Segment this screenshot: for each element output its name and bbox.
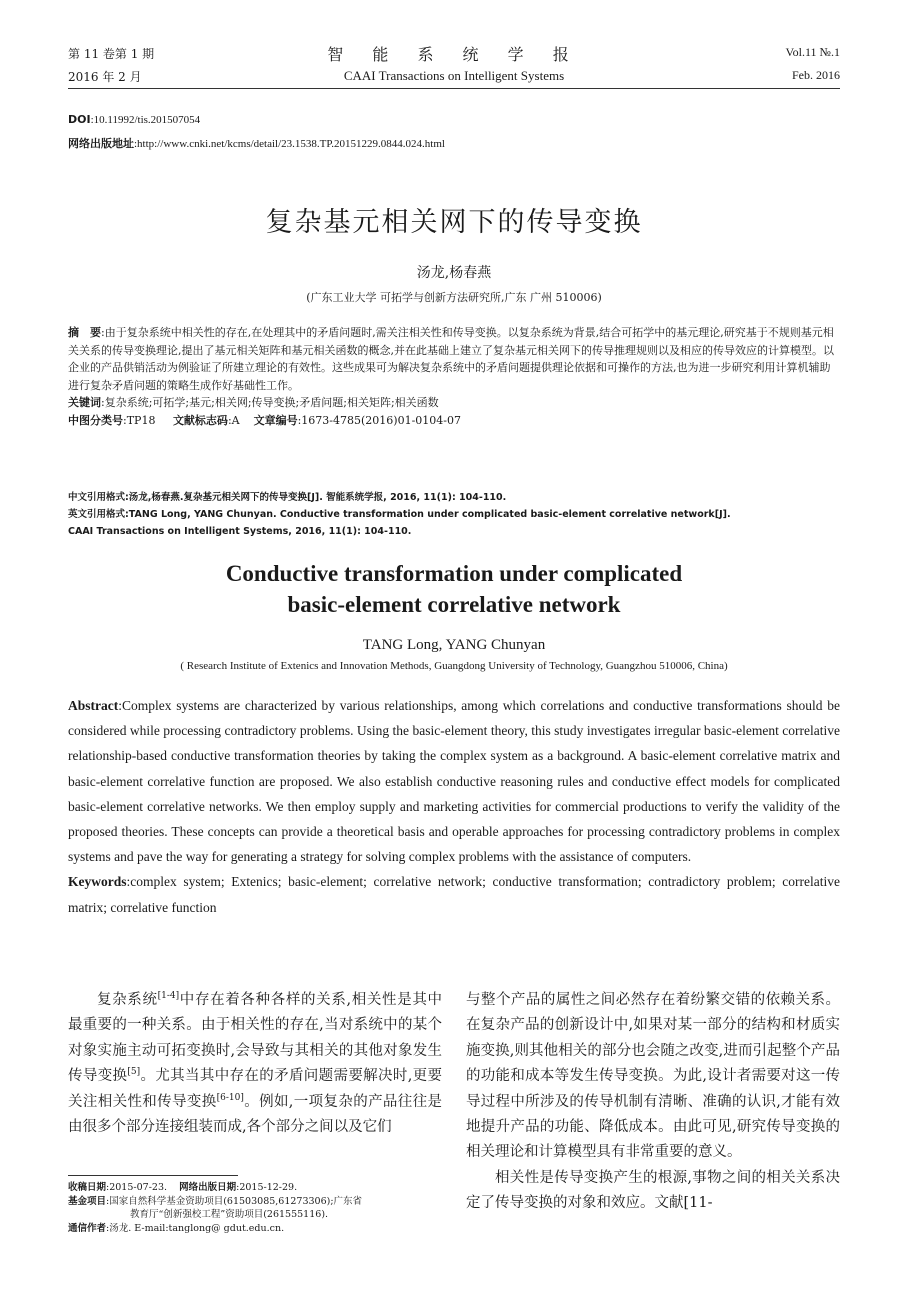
- english-affiliation: ( Research Institute of Extenics and Innovation Methods, Guangdong University of Technology, Guangzhou 510006, China): [180, 660, 728, 672]
- class-number-label: 中图分类号: [68, 413, 123, 427]
- body-left-column: [68, 988, 442, 1140]
- article-number-label: 文章编号: [253, 413, 298, 427]
- journal-page: [68, 0, 840, 1292]
- chinese-affiliation: (广东工业大学 可拓学与创新方法研究所,广东 广州 510006): [306, 291, 602, 304]
- funding-value-line1: :国家自然科学基金资助项目(61503085,61273306);广东省: [106, 1195, 363, 1207]
- chinese-authors: 汤龙,杨春燕: [416, 265, 492, 281]
- english-title: [68, 558, 840, 620]
- body-paragraph-1-continued: 与整个产品的属性之间必然存在着纷繁交错的依赖关系。在复杂产品的创新设计中,如果对某一部分的结构和材质实施变换,则其他相关的部分也会随之改变,进而引起整个产品的功能和成本等发生传导变换。为此,设计者需要对这一传导过程中所涉及的传导机制有清晰、准确的认识,才能有效地提升产品的功能、降低成本。由此可见,研究传导变换的相关理论和计算模型具有非常重要的意义。: [466, 992, 840, 1161]
- body-paragraph-1: [68, 988, 442, 1140]
- citation-block: [68, 489, 840, 540]
- footnote-block: [68, 1181, 442, 1235]
- citation-en-line1: 英文引用格式:TANG Long, YANG Chunyan. Conductive transformation under complicated basic-element correlative network[J].: [68, 509, 731, 520]
- online-address-label: 网络出版地址: [68, 137, 134, 150]
- chinese-abstract-label: 摘 要: [68, 326, 101, 339]
- citation-ref[interactable]: [6-10]: [216, 1092, 244, 1103]
- citation-cn: 中文引用格式:汤龙,杨春燕.复杂基元相关网下的传导变换[J]. 智能系统学报, 2016, 11(1): 104-110.: [68, 492, 507, 503]
- body-text: 。尤其当其中存在的矛盾问题需要解决时,更要关注相关性和传导变换: [68, 1068, 443, 1110]
- header-divider: [68, 88, 840, 89]
- online-address-link[interactable]: :http://www.cnki.net/kcms/detail/23.1538.TP.20151229.0844.024.html: [134, 138, 445, 150]
- chinese-keywords-label: 关键词: [68, 396, 101, 410]
- english-title-line1: Conductive transformation under complicated: [225, 561, 683, 586]
- online-address-line: [68, 135, 445, 151]
- body-text: 。例如,一项复杂的产品往往是由很多个部分连接组装而成,各个部分之间以及它们: [68, 1093, 443, 1136]
- chinese-abstract-block: [68, 324, 840, 430]
- journal-name-cn: 智 能 系 统 学 报: [327, 45, 581, 64]
- body-text: 中存在着各种各样的关系,相关性是其中最重要的一种关系。由于相关性的存在,当对系统中的某个对象实施主动可拓变换时,会导致与其相关的其他对象发生传导变换: [68, 992, 443, 1085]
- corresponding-author-value: :汤龙. E-mail:tanglong@ gdut.edu.cn.: [106, 1222, 285, 1234]
- volume-issue-en: Vol.11 №.1: [785, 45, 840, 59]
- received-date-label: 收稿日期: [68, 1182, 107, 1193]
- english-abstract-label: Abstract: [68, 698, 119, 713]
- english-authors: TANG Long, YANG Chunyan: [362, 637, 546, 653]
- running-header-bottom: [68, 68, 840, 86]
- date-cn: 2016 年 2 月: [68, 70, 142, 84]
- body-right-column: [466, 988, 840, 1217]
- footnote-funding: [68, 1195, 442, 1209]
- journal-name-en: CAAI Transactions on Intelligent Systems: [343, 68, 565, 83]
- article-number-value: :1673-4785(2016)01-0104-07: [297, 413, 462, 427]
- chinese-title: 复杂基元相关网下的传导变换: [265, 207, 643, 238]
- chinese-keywords: [68, 394, 840, 412]
- date-en: Feb. 2016: [792, 68, 840, 82]
- classification-line: [68, 412, 840, 430]
- chinese-abstract-text: :由于复杂系统中相关性的存在,在处理其中的矛盾问题时,需关注相关性和传导变换。以复杂系统为背景,结合可拓学中的基元理论,研究基于不规则基元相关关系的传导变换理论,提出了基元相关矩阵和基元相关函数的概念,并在此基础上建立了复杂基元相关网下的传导推理规则以及相应的传导效应的计算模型。以企业的产品供销活动为例验证了所建立理论的有效性。这些成果可为解决复杂系统中的矛盾问题提供理论依据和可操作的方法,也为进一步研究利用计算机辅助进行复杂矛盾问题的策略生成作好基础性工作。: [68, 326, 834, 392]
- corresponding-author-label: 通信作者: [68, 1222, 107, 1234]
- english-abstract-text: :Complex systems are characterized by various relationships, among which correlations and conductive transformations should be considered while processing contradictory problems. Using the basic-element theory, this study investigates irregular basic-element correlative relationship-based conductive transformation theories by taking the complex system as a background. A basic-element correlative matrix and basic-element correlative function are proposed. We also establish conductive reasoning rules and conductive effect models for complicated basic-element correlative networks. We then employ supply and marketing activities for commercial productions to verify the validity of the proposed theories. These concepts can provide a theoretical basis and operable approaches for processing contradictory problems in complex systems and pave the way for generating a strategy for solving complex problems with the assistance of computers.: [68, 698, 840, 865]
- received-date-value: :2015-07-23.: [106, 1182, 168, 1193]
- citation-ref[interactable]: [1-4]: [157, 991, 180, 1002]
- document-code-label: 文献标志码: [172, 413, 228, 427]
- body-paragraph-2: 相关性是传导变换产生的根源,事物之间的相关关系决定了传导变换的对象和效应。文献[11-: [466, 1169, 840, 1212]
- english-keywords: [68, 869, 840, 919]
- english-keywords-label: Keywords: [68, 874, 127, 890]
- doi-value[interactable]: :10.11992/tis.201507054: [90, 114, 201, 126]
- english-abstract: [68, 693, 840, 869]
- document-code-value: :A: [227, 413, 240, 427]
- funding-label: 基金项目: [68, 1195, 107, 1207]
- doi-label: DOI: [68, 113, 91, 126]
- doi-line: [68, 113, 200, 126]
- running-header-top: [68, 45, 840, 63]
- online-date-label: 网络出版日期: [179, 1182, 237, 1193]
- chinese-abstract: [68, 324, 840, 394]
- footnote-corresponding-author: [68, 1222, 442, 1236]
- english-title-line2: basic-element correlative network: [287, 592, 621, 617]
- footnote-dates: [68, 1181, 442, 1195]
- online-date-value: :2015-12-29.: [236, 1182, 298, 1193]
- footnote-divider: [68, 1175, 238, 1176]
- funding-value-line2: 教育厅“创新强校工程”资助项目(261555116).: [130, 1209, 329, 1220]
- english-abstract-block: [68, 693, 840, 920]
- body-text: 复杂系统: [97, 992, 158, 1008]
- english-keywords-text: :complex system; Extenics; basic-element; correlative network; conductive transformation; contradictory problem; correlative matrix; correlative function: [68, 874, 840, 915]
- citation-ref[interactable]: [5]: [127, 1067, 141, 1078]
- citation-en-line2: CAAI Transactions on Intelligent Systems, 2016, 11(1): 104-110.: [68, 526, 412, 537]
- chinese-keywords-text: :复杂系统;可拓学;基元;相关网;传导变换;矛盾问题;相关矩阵;相关函数: [101, 396, 439, 410]
- class-number-value: :TP18: [123, 413, 156, 427]
- volume-issue-cn: 第 11 卷第 1 期: [68, 47, 155, 61]
